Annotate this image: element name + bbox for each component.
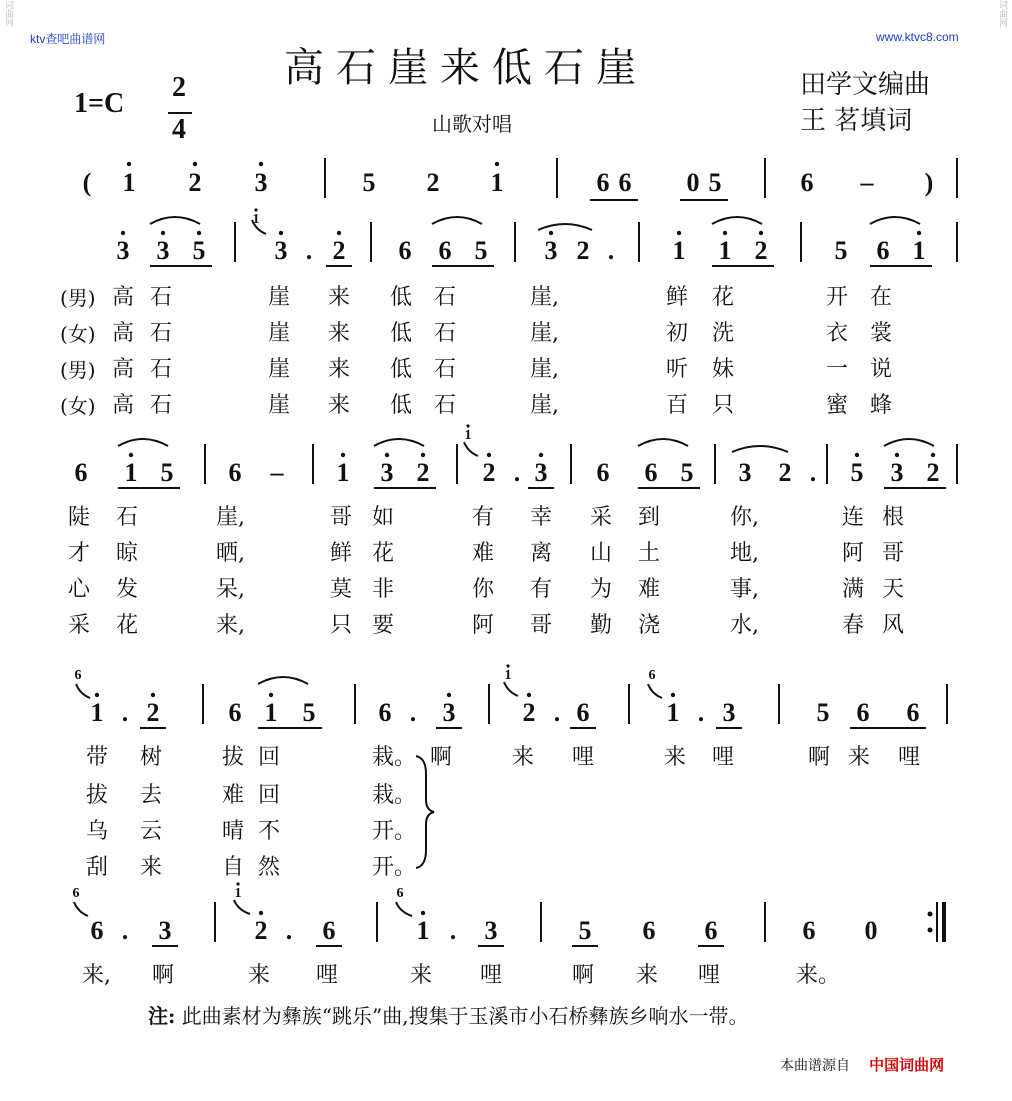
note: ) [924,168,934,197]
lyric-char: 哥 [882,541,905,566]
lyric-char: 发 [116,577,139,602]
lyric-char: 浇 [638,613,661,638]
lyric-char: 拔 [86,783,109,808]
note: . [121,916,129,945]
note: 6 [618,168,632,197]
lyric-char: 哩 [480,963,503,988]
note: 3 [544,236,558,265]
lyric-char: 为 [590,577,613,602]
note: . [513,458,521,487]
note: . [121,698,129,727]
note: 3 [274,236,288,265]
lyric-char: 洗 [712,321,735,346]
note: 3 [442,698,456,727]
lyric-char: 回 [258,745,281,770]
note: 6 [906,698,920,727]
lyric-char: 一 [826,357,849,382]
note: 6 [398,236,412,265]
lyric-char: 来 [328,393,351,418]
lyric-char: 来 [848,745,871,770]
note: 2 [926,458,940,487]
note: . [809,458,817,487]
lyric-char: 高 [112,321,135,346]
song-subtitle: 山歌对唱 [432,112,512,136]
note: 6 [642,916,656,945]
note: 1 [672,236,686,265]
lyric-char: 难 [472,541,495,566]
grace-note: 6 [396,886,404,901]
lyric-char: 只 [330,613,353,638]
note: 2 [146,698,160,727]
side-watermark-text: 词曲网 [3,0,13,27]
grace-note: 1 [234,886,242,901]
lyric-char: 听 [666,357,689,382]
lyric-char: 哩 [898,745,921,770]
lyric-char: 石 [116,505,139,530]
lyric-char: 石 [150,393,173,418]
lyric-char: 根 [882,505,905,530]
lyric-char: 非 [372,577,395,602]
lyric-char: 不 [258,819,281,844]
note: 1 [122,168,136,197]
lyric-char: 啊 [430,745,453,770]
footnote [148,1000,749,1029]
lyric-char: 高 [112,393,135,418]
grace-note: 1 [504,668,512,683]
note: 2 [522,698,536,727]
footnote-prefix: 注: [148,1004,176,1028]
lyric-char: 高 [112,357,135,382]
lyric-char: 有 [472,505,495,530]
note: 2 [482,458,496,487]
note: 6 [704,916,718,945]
note: 3 [156,236,170,265]
lyric-char: 来 [410,963,433,988]
lyric-char: 百 [666,393,689,418]
lyric-char: 妹 [712,357,735,382]
lyricist-credit: 王 茗填词 [800,106,913,136]
lyric-char: 衣 [826,321,849,346]
note: 2 [188,168,202,197]
note: 6 [576,698,590,727]
lyric-char: 呆, [216,577,245,602]
lyric-char: 带 [86,745,109,770]
lyric-char: 只 [712,393,735,418]
note: 2 [754,236,768,265]
lyric-char: 陡 [68,505,91,530]
note: 5 [708,168,722,197]
lyric-char: 石 [150,321,173,346]
lyric-char: 哩 [712,745,735,770]
grace-note: 1 [464,428,472,443]
note: 6 [378,698,392,727]
lyric-char: 来 [328,321,351,346]
composer-credit: 田学文编曲 [800,70,931,100]
note: 6 [644,458,658,487]
note: 0 [864,916,878,945]
note: . [409,698,417,727]
lyric-char: 有 [530,577,553,602]
note: 6 [876,236,890,265]
lyric-char: 崖, [216,505,245,530]
lyric-char: 低 [390,357,413,382]
lyric-char: 哩 [572,745,595,770]
lyric-char: 栽。 [372,783,417,808]
note: 1 [718,236,732,265]
lyric-char: 你, [730,505,759,530]
note: . [285,916,293,945]
lyric-char: 崖 [268,357,291,382]
lyric-char: 低 [390,393,413,418]
lyric-char: 来 [512,745,535,770]
lyric-char: 哩 [316,963,339,988]
lyric-char: 石 [434,357,457,382]
grace-note: 1 [252,212,260,227]
lyric-char: 来 [664,745,687,770]
note: 6 [228,458,242,487]
note: 5 [302,698,316,727]
voice-label: (女) [60,322,96,346]
source-site-link[interactable]: 中国词曲网 [869,1056,945,1074]
lyric-char: 采 [68,613,91,638]
voice-label: (女) [60,394,96,418]
lyric-char: 离 [530,541,553,566]
lyric-char: 蜂 [870,393,893,418]
note: 3 [254,168,268,197]
note: 6 [800,168,814,197]
lyric-char: 阿 [842,541,865,566]
lyric-char: 石 [434,393,457,418]
lyric-char: 高 [112,285,135,310]
side-watermark-text: 词曲网 [997,0,1007,27]
lyric-char: 回 [258,783,281,808]
note: 3 [722,698,736,727]
lyric-char: 啊 [152,963,175,988]
lyric-char: 来。 [796,963,841,988]
lyric-char: 幸 [530,505,553,530]
lyric-char: 水, [730,613,759,638]
lyric-char: 要 [372,613,395,638]
note: . [305,236,313,265]
note: 1 [124,458,138,487]
lyric-char: 低 [390,285,413,310]
lyric-char: 在 [870,285,893,310]
lyric-char: 鲜 [330,541,353,566]
lyric-char: 开 [826,285,849,310]
lyric-char: 到 [638,505,661,530]
lyric-char: 来, [82,963,111,988]
site-left[interactable]: ktv查吧曲谱网 [30,32,106,46]
note: 3 [158,916,172,945]
note: 5 [362,168,376,197]
note: . [449,916,457,945]
note: 6 [438,236,452,265]
note: 5 [834,236,848,265]
lyric-char: 土 [638,541,661,566]
lyric-char: 莫 [330,577,353,602]
note: . [553,698,561,727]
note: 5 [474,236,488,265]
note: 0 [686,168,700,197]
lyric-char: 事, [730,577,759,602]
lyric-char: 石 [150,285,173,310]
lyric-char: 晾 [116,541,139,566]
note: – [860,168,874,197]
note: 6 [596,168,610,197]
song-title: 高石崖来低石崖 [284,45,648,91]
lyric-char: 崖 [268,321,291,346]
lyric-char: 晴 [222,819,245,844]
grace-note: 6 [648,668,656,683]
lyric-char: 来 [248,963,271,988]
time-signature-top: 2 [172,72,186,103]
lyric-char: 开。 [372,855,417,880]
note: 3 [890,458,904,487]
lyric-char: 风 [882,613,905,638]
lyric-char: 说 [870,357,893,382]
note: 6 [596,458,610,487]
lyric-char: 去 [140,783,163,808]
lyric-char: 云 [140,819,163,844]
grace-note: 6 [74,668,82,683]
lyric-char: 裳 [870,321,893,346]
footer-source [780,1054,944,1075]
lyric-char: 来 [636,963,659,988]
lyric-char: 低 [390,321,413,346]
note: 6 [802,916,816,945]
time-signature-bottom: 4 [172,114,186,145]
note: 6 [322,916,336,945]
voice-label: (男) [60,358,96,382]
lyric-char: 乌 [86,819,109,844]
lyric-char: 难 [222,783,245,808]
note: 1 [416,916,430,945]
lyric-char: 啊 [572,963,595,988]
note: 5 [578,916,592,945]
lyric-char: 春 [842,613,865,638]
lyric-char: 鲜 [666,285,689,310]
note: 3 [534,458,548,487]
lyric-char: 石 [150,357,173,382]
lyric-char: 花 [372,541,395,566]
note: – [270,458,284,487]
lyric-char: 阿 [472,613,495,638]
voice-label: (男) [60,286,96,310]
lyric-char: 哩 [698,963,721,988]
footnote-text: 此曲素材为彝族“跳乐”曲,搜集于玉溪市小石桥彝族乡响水一带。 [181,1004,749,1028]
note: 2 [332,236,346,265]
note: 2 [576,236,590,265]
lyric-char: 拔 [222,745,245,770]
lyric-char: 栽。 [372,745,417,770]
lyric-char: 如 [372,505,395,530]
lyric-char: 满 [842,577,865,602]
lyric-char: 心 [68,577,91,602]
lyric-char: 哥 [330,505,353,530]
lyric-char: 花 [116,613,139,638]
note: 3 [116,236,130,265]
lyric-char: 啊 [808,745,831,770]
note: 1 [90,698,104,727]
note: 6 [856,698,870,727]
lyric-char: 来 [140,855,163,880]
note: 3 [484,916,498,945]
note: 6 [228,698,242,727]
note: 2 [254,916,268,945]
lyric-char: 自 [222,855,245,880]
lyric-char: 开。 [372,819,417,844]
lyric-char: 树 [140,745,163,770]
lyric-char: 石 [434,285,457,310]
lyric-char: 崖 [268,393,291,418]
note: 1 [666,698,680,727]
note: 3 [380,458,394,487]
note: 2 [416,458,430,487]
note: 5 [816,698,830,727]
note: 5 [680,458,694,487]
note: 6 [90,916,104,945]
lyric-char: 来 [328,357,351,382]
note: 5 [160,458,174,487]
lyric-char: 山 [590,541,613,566]
lyric-char: 勤 [590,613,613,638]
lyric-char: 石 [434,321,457,346]
lyric-char: 连 [842,505,865,530]
note: 5 [192,236,206,265]
source-label: 本曲谱源自 [780,1058,850,1074]
lyric-char: 刮 [86,855,109,880]
lyric-char: 崖, [530,321,559,346]
note: 5 [850,458,864,487]
lyric-char: 地, [730,541,759,566]
note: 1 [912,236,926,265]
note: 2 [778,458,792,487]
lyric-char: 你 [472,577,495,602]
note: 6 [74,458,88,487]
lyric-char: 初 [666,321,689,346]
lyric-char: 来, [216,613,245,638]
lyric-char: 崖, [530,285,559,310]
note: 1 [490,168,504,197]
lyric-char: 花 [712,285,735,310]
lyric-char: 天 [882,577,905,602]
lyric-char: 崖 [268,285,291,310]
lyric-char: 来 [328,285,351,310]
note: . [607,236,615,265]
lyric-char: 崖, [530,393,559,418]
lyric-char: 采 [590,505,613,530]
lyric-char: 哥 [530,613,553,638]
note: 2 [426,168,440,197]
lyric-char: 才 [68,541,91,566]
note: 1 [264,698,278,727]
note: 3 [738,458,752,487]
lyric-char: 晒, [216,541,245,566]
note: 1 [336,458,350,487]
note: ( [82,168,92,197]
lyric-char: 崖, [530,357,559,382]
lyric-char: 然 [258,855,281,880]
key-signature: 1=C [74,88,125,119]
grace-note: 6 [72,886,80,901]
lyric-char: 蜜 [826,393,849,418]
lyric-char: 难 [638,577,661,602]
note: . [697,698,705,727]
site-right[interactable]: www.ktvc8.com [876,30,959,44]
